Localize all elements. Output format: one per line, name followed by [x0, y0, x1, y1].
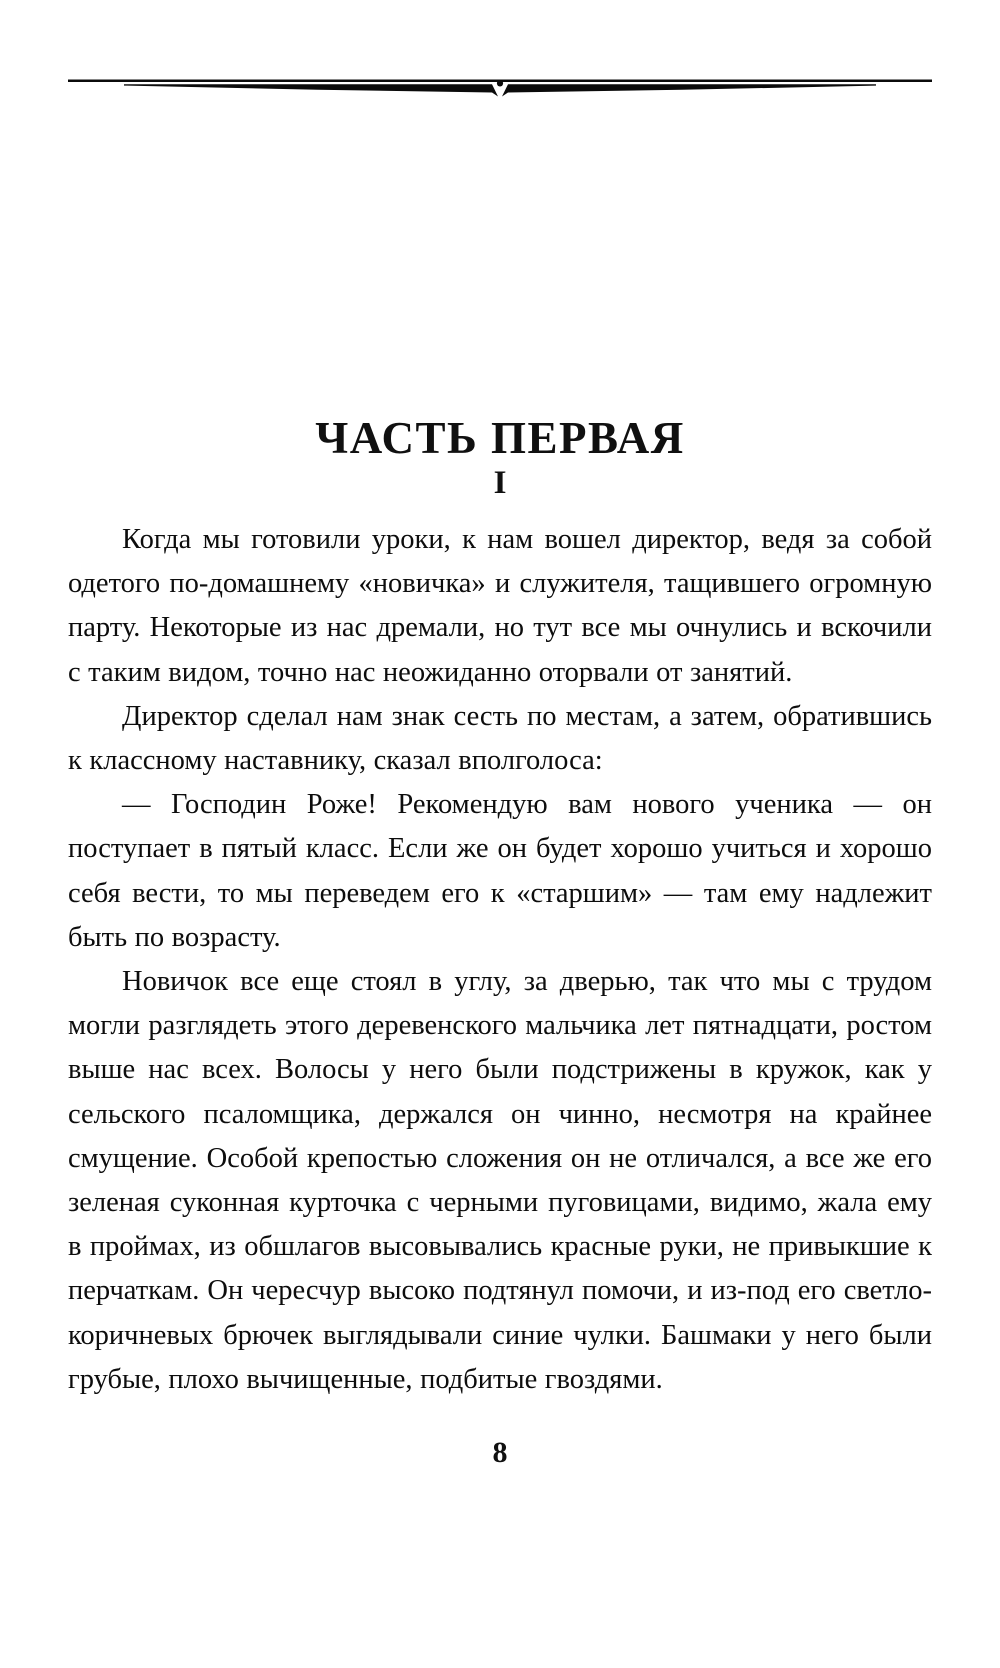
paragraph: Новичок все еще стоял в углу, за дверью, так что мы с трудом могли разглядеть этого деревенского мальчика лет пятнадцати, ростом выше нас всех. Волосы у него были подстрижены в кружок, как у сельского псаломщика, держался он чинно, несмотря на крайнее смущение. Особой крепостью сложения он не отличался, а все же его зеленая суконная курточка с черными пуговицами, видимо, жала ему в проймах, из обшлагов высовывались красные руки, не привыкшие к перчаткам. Он чересчур высоко подтянул помочи, и из-под его светло-коричневых брючек выглядывали синие чулки. Башмаки у него были грубые, плохо вычищенные, подбитые гвоздями.: [68, 966, 932, 1395]
page-number: 8: [492, 1436, 508, 1469]
body-text: [68, 518, 932, 1402]
horizontal-rule-ornament: [68, 70, 932, 106]
chapter-numeral: I: [493, 465, 507, 501]
paragraph: — Господин Роже! Рекомендую вам нового ученика — он поступает в пятый класс. Если же он будет хорошо учиться и хорошо себя вести, то мы переведем его к «старшим» — там ему надлежит быть по возрасту.: [68, 789, 932, 953]
page-title: ЧАСТЬ ПЕРВАЯ: [315, 413, 685, 464]
paragraph: Директор сделал нам знак сесть по местам, а затем, обратившись к классному наставнику, сказал вполголоса:: [68, 700, 932, 777]
paragraph: Когда мы готовили уроки, к нам вошел директор, ведя за собой одетого по-домашнему «новичка» и служителя, тащившего огромную парту. Некоторые из нас дремали, но тут все мы очнулись и вскочили с таким видом, точно нас неожиданно оторвали от занятий.: [68, 524, 932, 688]
